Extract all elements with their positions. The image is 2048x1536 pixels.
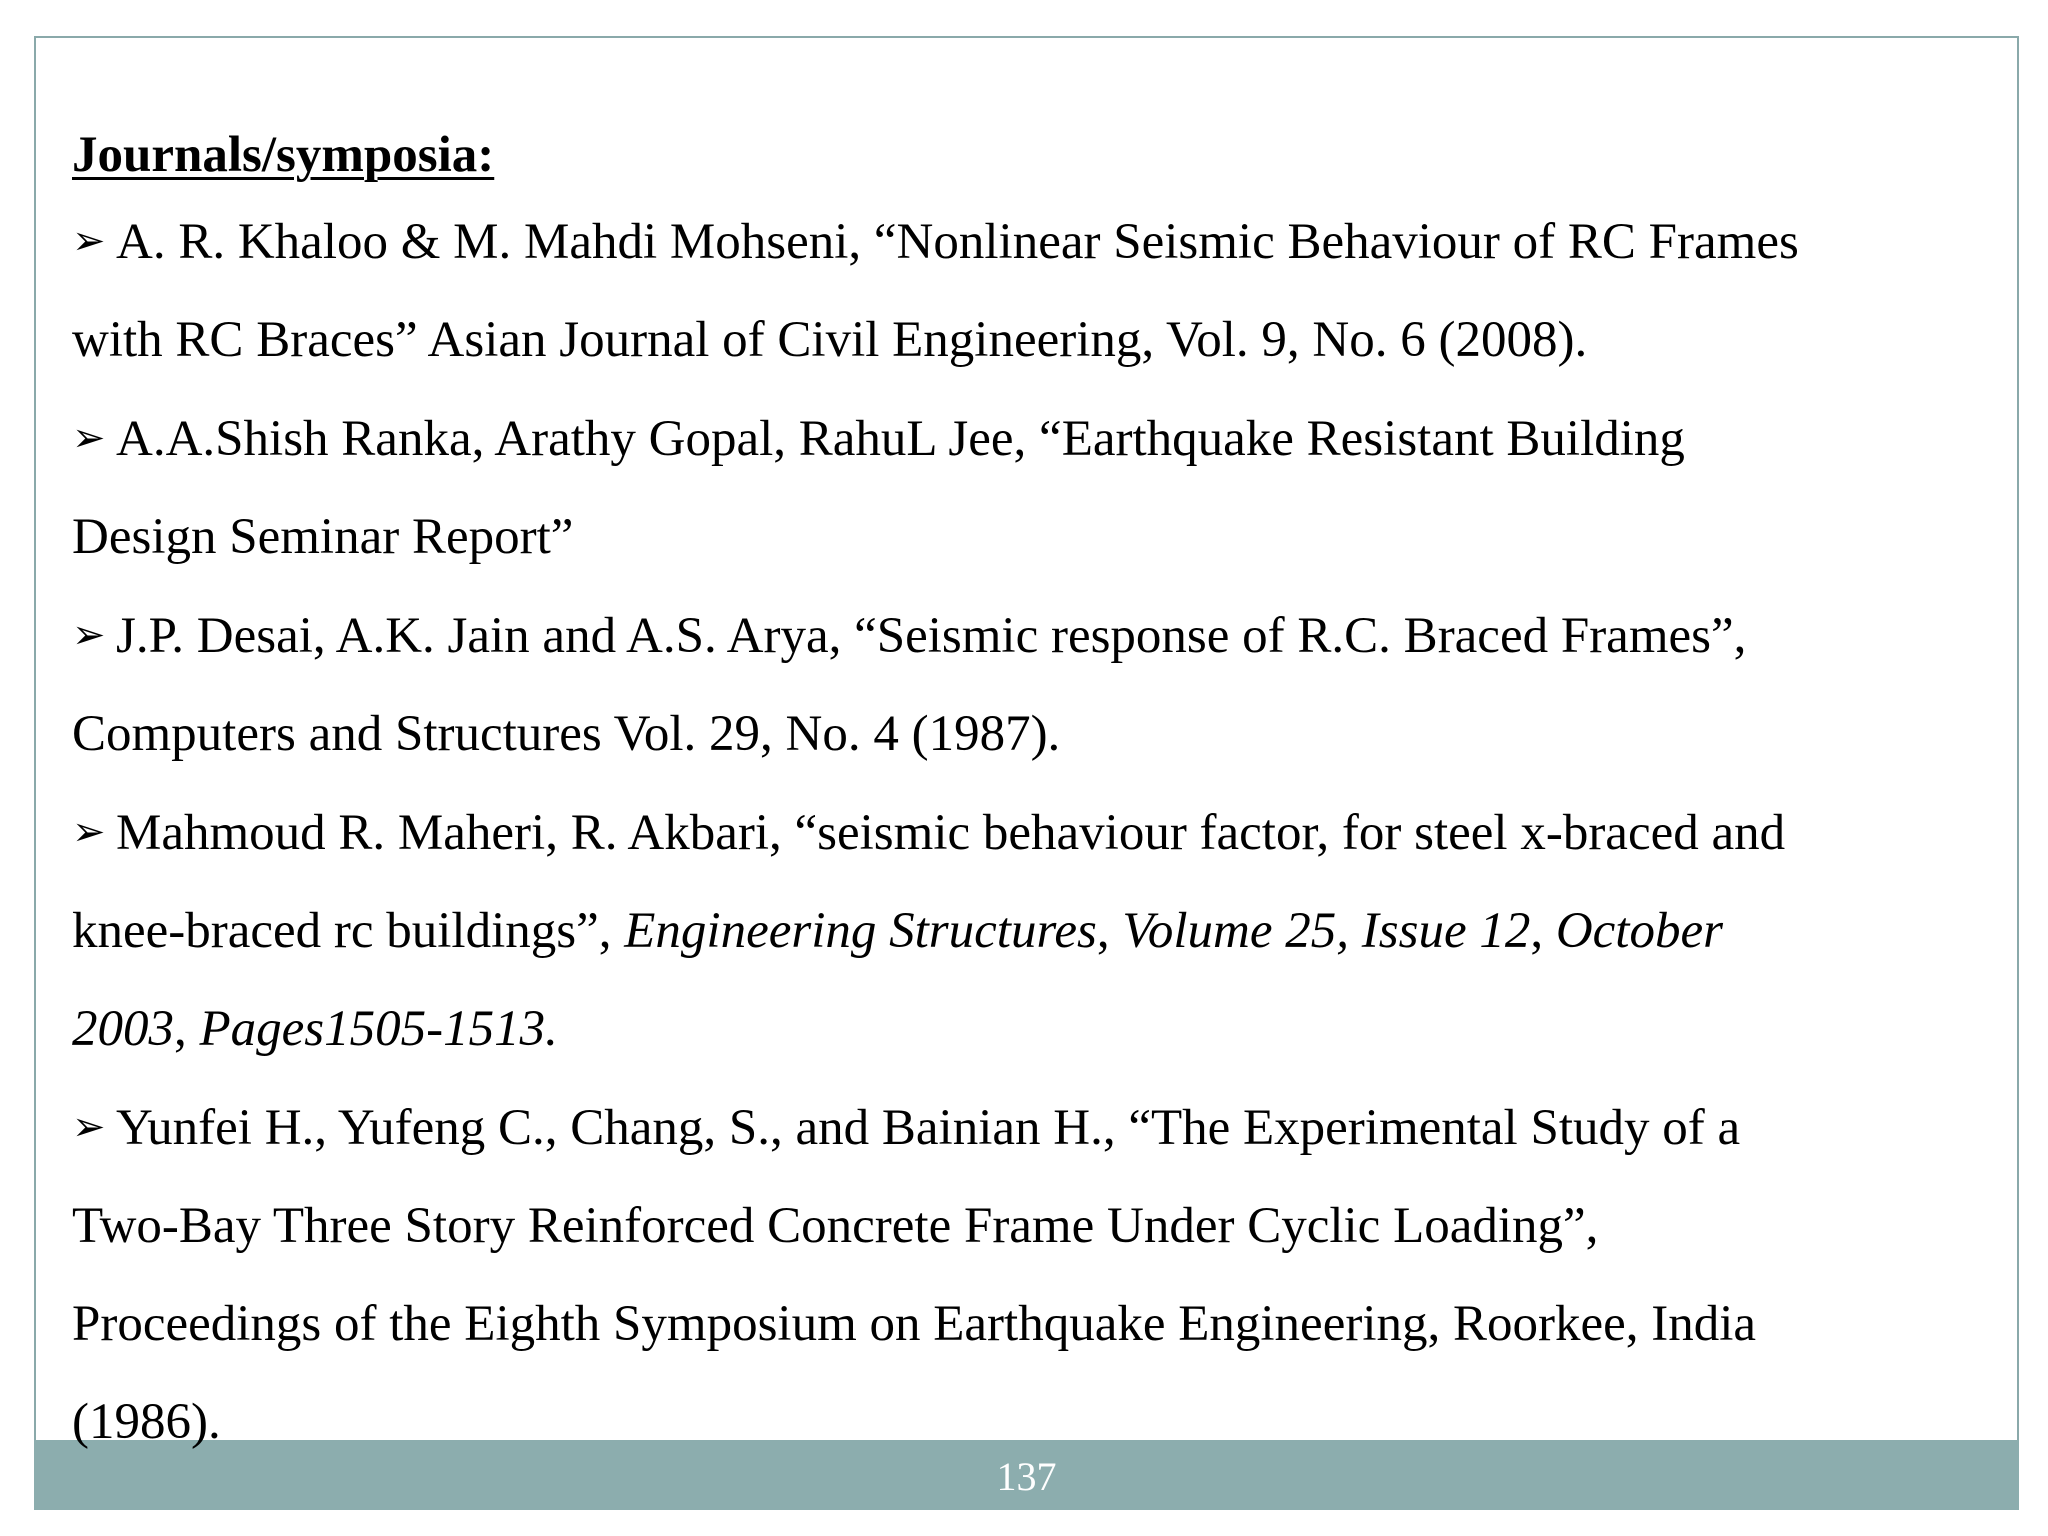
reference-text: Mahmoud R. Maheri, R. Akbari, “seismic behaviour factor, for steel x-braced and [116,805,1786,861]
reference-text: A. R. Khaloo & M. Mahdi Mohseni, “Nonlinear Seismic Behaviour of RC Frames [116,214,1799,270]
separator: , [1096,903,1123,959]
reference-line [72,586,1952,685]
reference-line: Design Seminar Report” [72,509,574,565]
reference-line [72,882,1952,980]
separator: , [174,1001,200,1057]
journal-name: Engineering Structures [624,903,1097,959]
reference-item [72,586,1952,783]
reference-text: J.P. Desai, A.K. Jain and A.S. Arya, “Seismic response of R.C. Braced Frames”, [116,608,1747,664]
arrow-bullet-icon: ➢ [72,612,106,658]
reference-text: Yunfei H., Yufeng C., Chang, S., and Bainian H., “The Experimental Study of a [116,1100,1741,1156]
reference-line [72,980,1952,1078]
reference-line [72,1078,1952,1177]
reference-line: Proceedings of the Eighth Symposium on Earthquake Engineering, Roorkee, India [72,1296,1757,1352]
reference-line: (1986). [72,1394,221,1450]
reference-item [72,192,1952,389]
reference-line [72,192,1952,291]
separator: , [1530,903,1556,959]
arrow-bullet-icon: ➢ [72,415,106,461]
reference-line [72,783,1952,882]
reference-line: Computers and Structures Vol. 29, No. 4 (1987). [72,706,1061,762]
reference-line [72,389,1952,488]
publication-month: October [1555,903,1723,959]
publication-year: 2003 [72,1001,174,1057]
arrow-bullet-icon: ➢ [72,218,106,264]
reference-line: with RC Braces” Asian Journal of Civil Engineering, Vol. 9, No. 6 (2008). [72,312,1588,368]
reference-item [72,783,1952,1078]
reference-line: Two-Bay Three Story Reinforced Concrete Frame Under Cyclic Loading”, [72,1198,1599,1254]
reference-text: A.A.Shish Ranka, Arathy Gopal, RahuL Jee, “Earthquake Resistant Building [116,411,1685,467]
page-number: 137 [996,1454,1057,1499]
slide-content [72,118,1952,1471]
section-heading: Journals/symposia: [72,127,495,183]
arrow-bullet-icon: ➢ [72,809,106,855]
arrow-bullet-icon: ➢ [72,1104,106,1150]
reference-item [72,389,1952,586]
page-range: Pages1505-1513. [199,1001,558,1057]
reference-text: knee-braced rc buildings”, [72,903,625,959]
volume-issue: Volume 25, Issue 12 [1122,903,1531,959]
reference-item [72,1078,1952,1471]
